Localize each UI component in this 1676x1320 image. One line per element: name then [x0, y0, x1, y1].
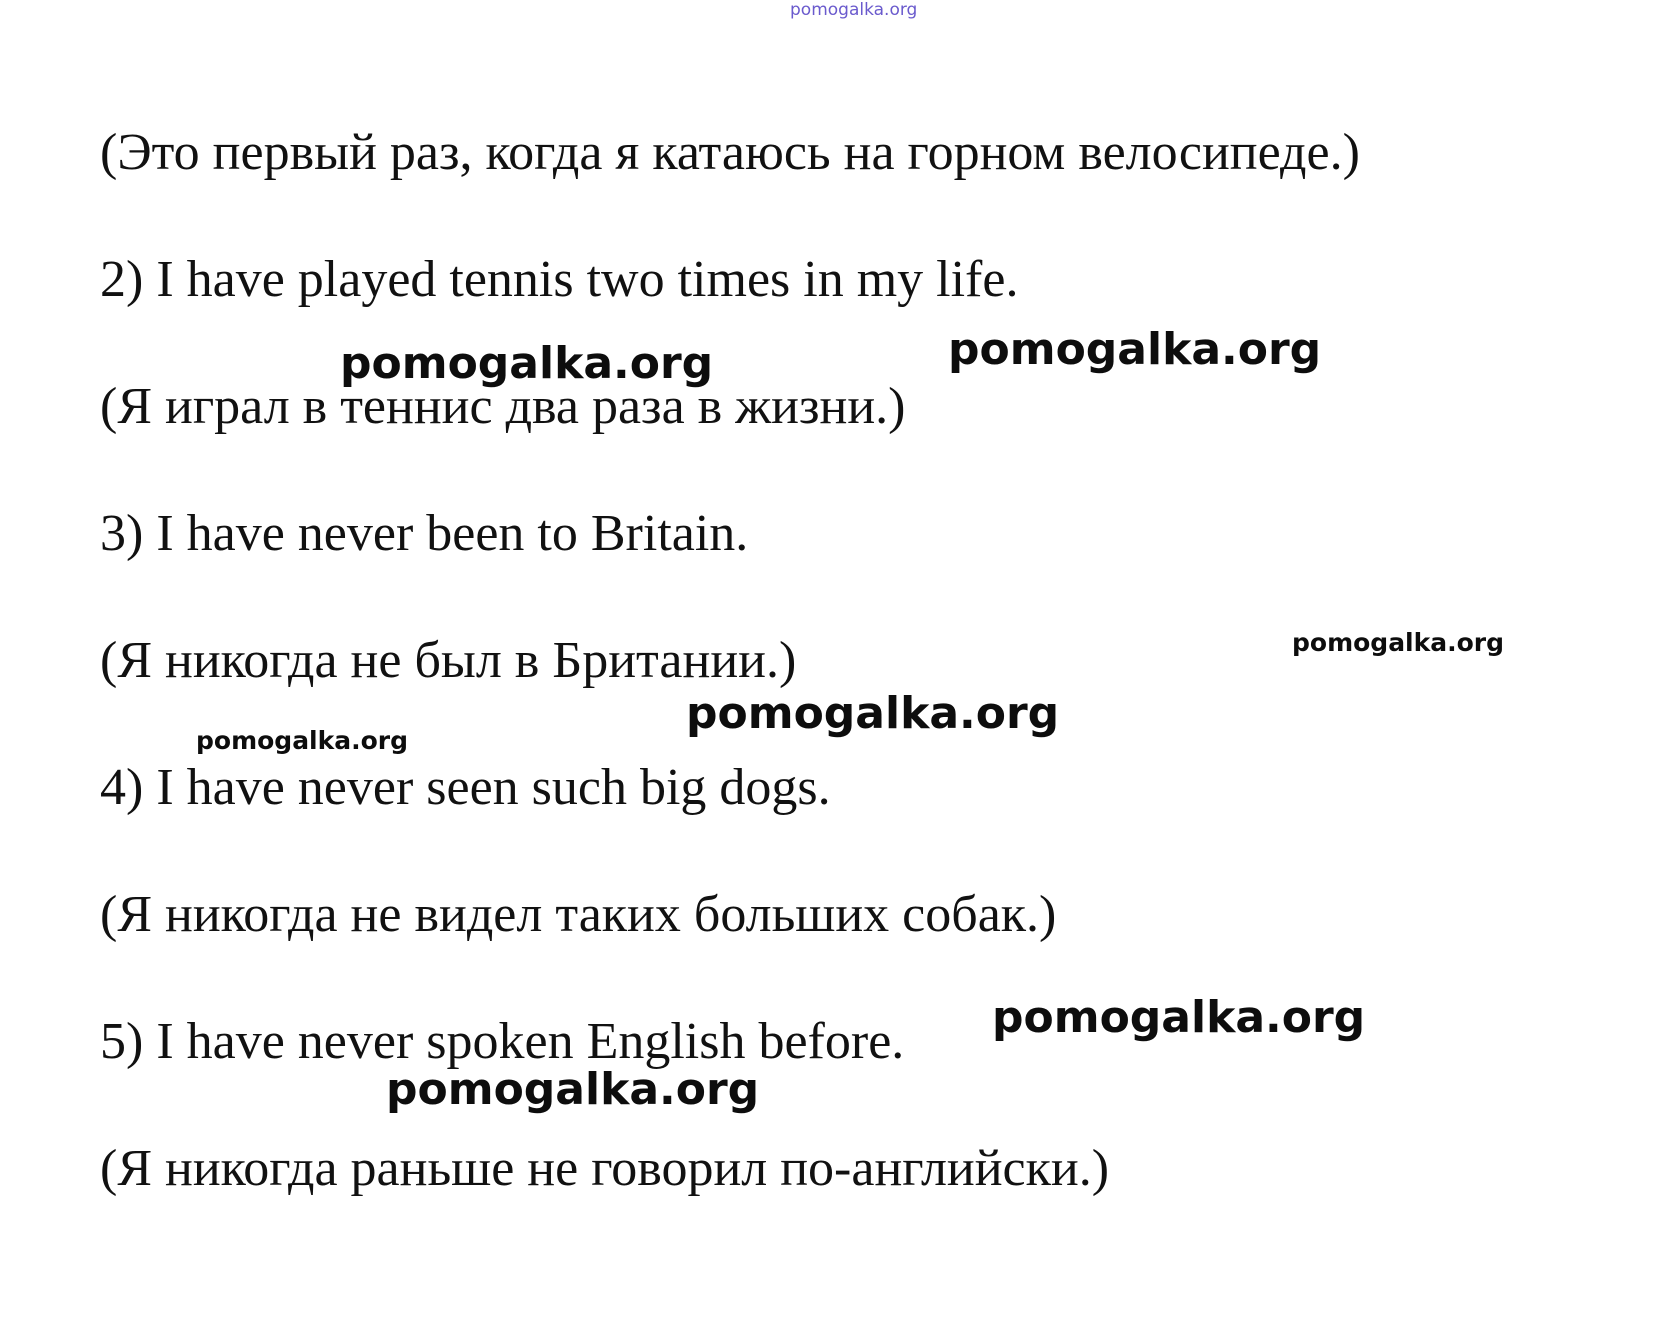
watermark-4: pomogalka.org: [686, 688, 1060, 739]
watermark-6: pomogalka.org: [992, 992, 1366, 1043]
watermark-1: pomogalka.org: [340, 338, 714, 389]
watermark-7: pomogalka.org: [386, 1064, 760, 1115]
sentence-line-2: 2) I have played tennis two times in my life.: [100, 251, 1019, 308]
watermark-5: pomogalka.org: [196, 726, 409, 755]
sentence-line-5: 5) I have never spoken English before.: [100, 1013, 905, 1070]
watermark-2: pomogalka.org: [948, 324, 1322, 375]
sentence-line-3: 3) I have never been to Britain.: [100, 505, 749, 562]
translation-line-3: (Я никогда не был в Британии.): [100, 632, 797, 689]
watermark-3: pomogalka.org: [1292, 628, 1505, 657]
translation-line-5: (Я никогда раньше не говорил по-английски.): [100, 1140, 1110, 1197]
header-watermark: pomogalka.org: [790, 0, 918, 20]
translation-line-1: (Это первый раз, когда я катаюсь на горном велосипеде.): [100, 124, 1360, 181]
sentence-line-4: 4) I have never seen such big dogs.: [100, 759, 831, 816]
translation-line-4: (Я никогда не видел таких больших собак.): [100, 886, 1057, 943]
translation-line-2: (Я играл в теннис два раза в жизни.): [100, 378, 906, 435]
